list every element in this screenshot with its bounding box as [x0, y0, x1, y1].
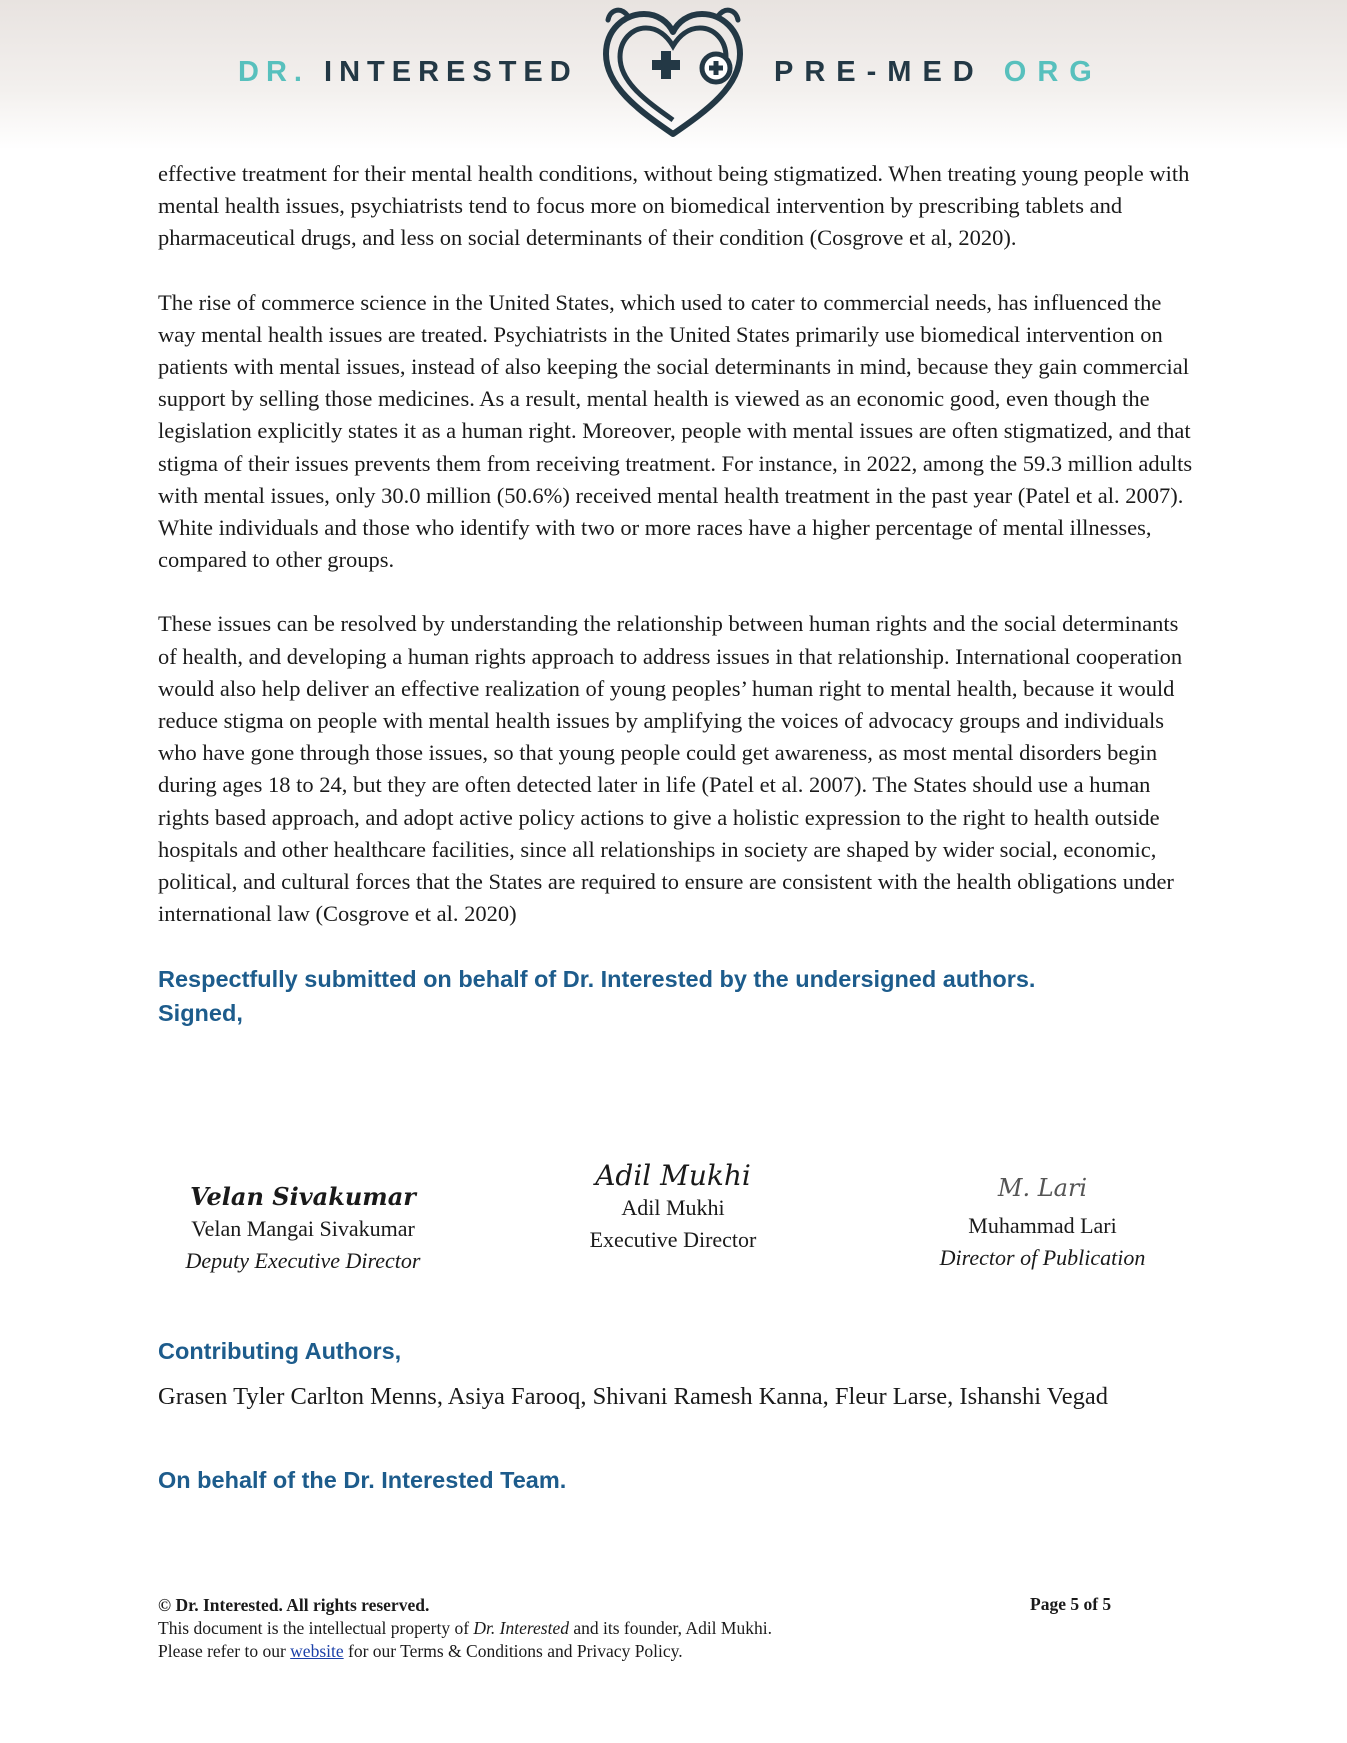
signature-block-muhammad — [910, 1172, 1175, 1274]
signatory-name: Velan Mangai Sivakumar — [191, 1216, 415, 1241]
brand-name-right: PRE-MED ORG — [774, 56, 1103, 88]
page-header — [0, 0, 1347, 150]
signature-block-adil — [548, 1160, 798, 1256]
signatory-title: Executive Director — [589, 1227, 757, 1252]
team-signoff: On behalf of the Dr. Interested Team. — [158, 1467, 567, 1493]
terms-notice: Please refer to our website for our Terms & Conditions and Privacy Policy. — [158, 1641, 683, 1661]
body-paragraph: These issues can be resolved by understanding the relationship between human rights and the social determinants of health, and developing a human rights approach to address issues in that relationship. International cooperation would also help deliver an effective realization of young peoples’ human right to mental health, because it would reduce stigma on people with mental health issues by amplifying the voices of advocacy groups and individuals who have gone through those issues, so that young people could get awareness, as most mental disorders begin during ages 18 to 24, but they are often detected later in life (Patel et al. 2007). The States should use a human rights based approach, and adopt active policy actions to give a holistic expression to the right to health outside hospitals and other healthcare facilities, since all relationships in society are shaped by wider social, economic, political, and cultural forces that the States are required to ensure are consistent with the health obligations under international law (Cosgrove et al. 2020) — [158, 611, 1183, 927]
contributing-authors-heading: Contributing Authors, — [158, 1338, 402, 1364]
signatory-name: Muhammad Lari — [968, 1213, 1117, 1238]
signatory-name: Adil Mukhi — [621, 1195, 725, 1220]
body-paragraph: effective treatment for their mental health conditions, without being stigmatized. When treating young people with mental health issues, psychiatrists tend to focus more on biomedical intervention by prescribing tablets and pharmaceutical drugs, and less on social determinants of their condition (Cosgrove et al, 2020). — [158, 161, 1190, 251]
page-number: Page 5 of 5 — [1030, 1594, 1112, 1614]
heart-stethoscope-logo-icon — [598, 2, 748, 148]
signatory-title: Deputy Executive Director — [185, 1248, 421, 1273]
signatory-title: Director of Publication — [939, 1245, 1146, 1270]
submission-statement: Respectfully submitted on behalf of Dr. Interested by the undersigned authors. — [158, 966, 1036, 993]
website-link[interactable]: website — [290, 1641, 344, 1661]
document-body — [158, 158, 1198, 1030]
handwritten-signature: M. Lari — [997, 1174, 1088, 1202]
signature-block-velan — [168, 1181, 438, 1277]
body-paragraph: The rise of commerce science in the United States, which used to cater to commercial needs, has influenced the way mental health issues are treated. Psychiatrists in the United States primarily use biomedical intervention on patients with mental issues, instead of also keeping the social determinants in mind, because they gain commercial support by selling those medicines. As a result, mental health is viewed as an economic good, even though the legislation explicitly states it as a human right. Moreover, people with mental issues are often stigmatized, and that stigma of their issues prevents them from receiving treatment. For instance, in 2022, among the 59.3 million adults with mental issues, only 30.0 million (50.6%) received mental health treatment in the past year (Patel et al. 2007). White individuals and those who identify with two or more races have a higher percentage of mental illnesses, compared to other groups. — [158, 289, 1193, 573]
signed-label: Signed, — [158, 1000, 243, 1027]
handwritten-signature: Adil Mukhi — [595, 1159, 751, 1192]
contributing-authors-list: Grasen Tyler Carlton Menns, Asiya Farooq, Shivani Ramesh Kanna, Fleur Larse, Ishanshi Vegad — [158, 1383, 1108, 1410]
page-footer — [158, 1594, 1158, 1663]
copyright-notice: © Dr. Interested. All rights reserved. — [158, 1595, 430, 1615]
ip-notice: This document is the intellectual property of Dr. Interested and its founder, Adil Mukhi. — [158, 1618, 772, 1638]
handwritten-signature: Velan Sivakumar — [190, 1182, 416, 1211]
brand-name-left: DR. INTERESTED — [238, 56, 578, 88]
